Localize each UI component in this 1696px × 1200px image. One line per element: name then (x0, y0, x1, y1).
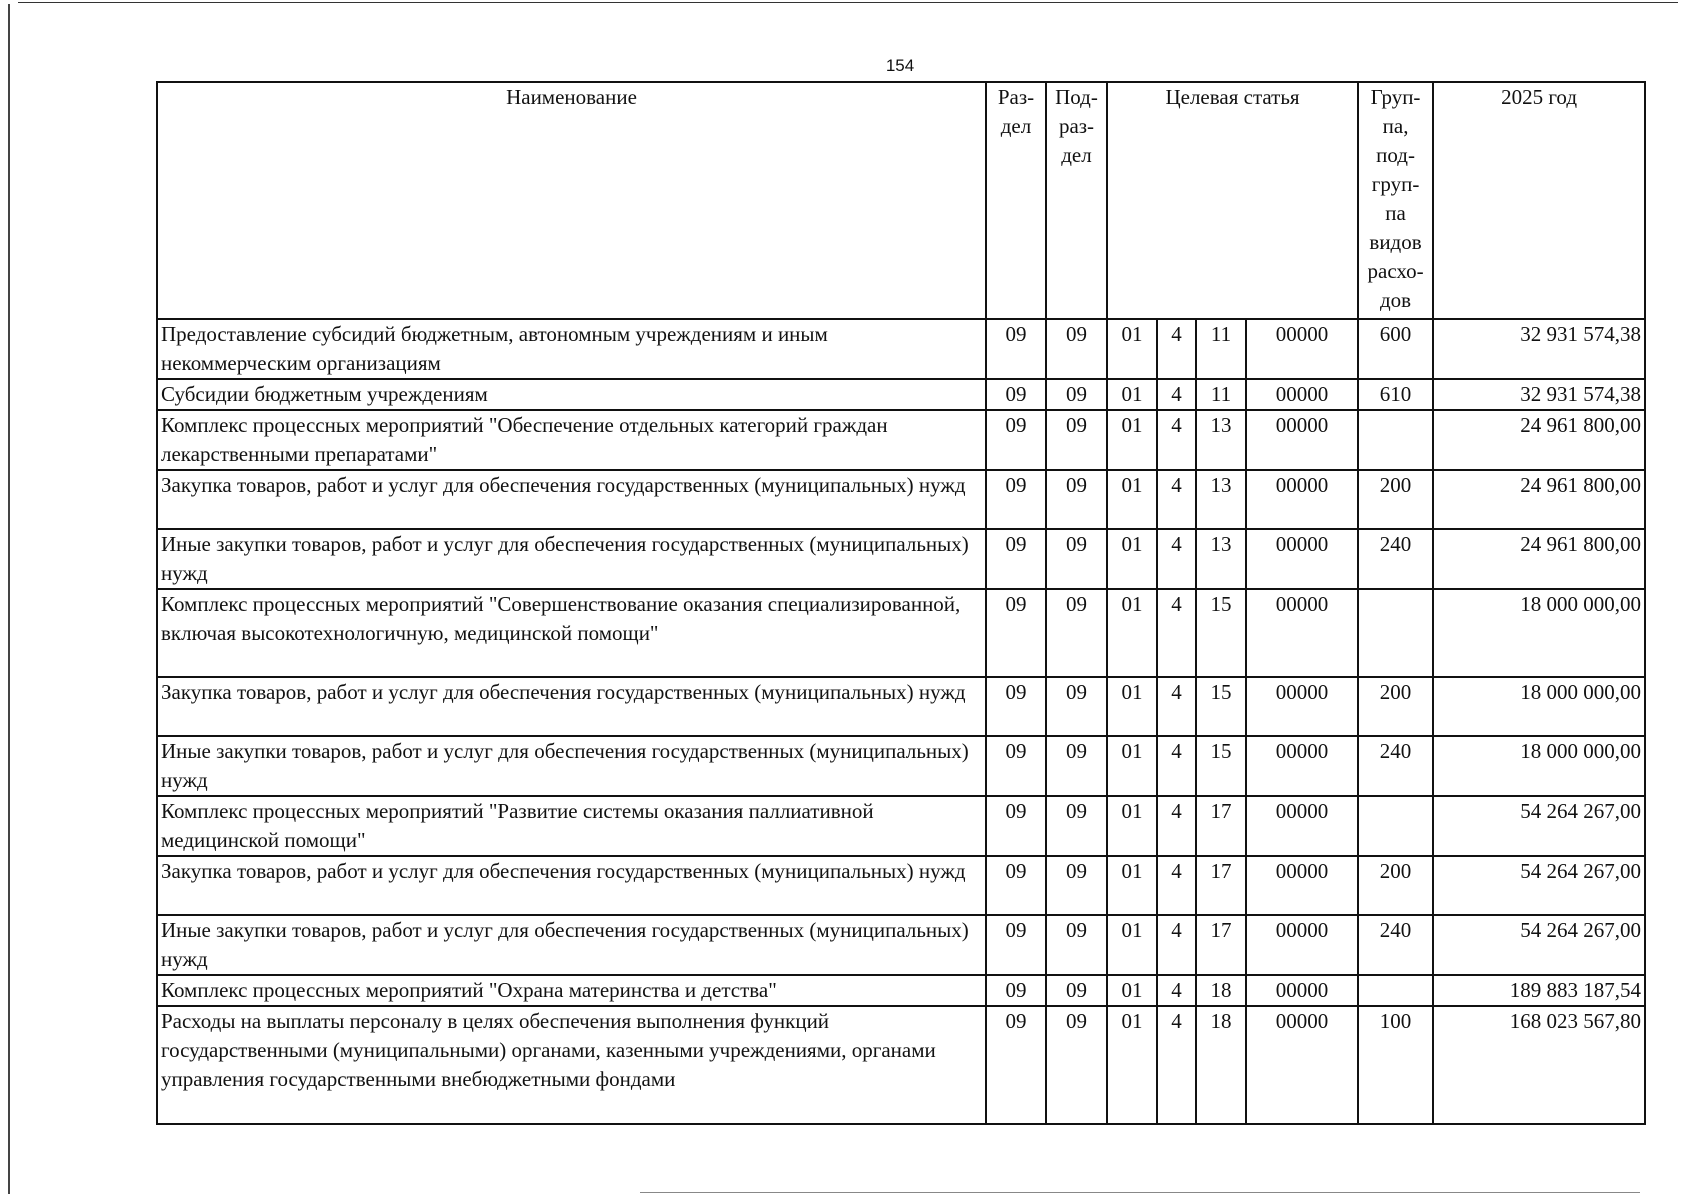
header-row (157, 82, 1645, 319)
row-podrazdel: 09 (1046, 1006, 1107, 1124)
table-row (157, 529, 1645, 589)
row-expense-group: 200 (1358, 677, 1433, 736)
row-target-type: 4 (1157, 736, 1196, 796)
row-name: Иные закупки товаров, работ и услуг для обеспечения государственных (муниципальных) нужд (157, 915, 986, 975)
table-row (157, 589, 1645, 677)
row-razdel: 09 (986, 529, 1046, 589)
row-razdel: 09 (986, 856, 1046, 915)
row-target-type: 4 (1157, 379, 1196, 410)
row-razdel: 09 (986, 915, 1046, 975)
table-row (157, 379, 1645, 410)
row-target-direction: 00000 (1246, 470, 1358, 529)
row-target-program: 01 (1107, 319, 1157, 379)
row-name: Закупка товаров, работ и услуг для обеспечения государственных (муниципальных) нужд (157, 856, 986, 915)
row-target-item: 15 (1196, 677, 1246, 736)
row-podrazdel: 09 (1046, 856, 1107, 915)
row-target-item: 15 (1196, 589, 1246, 677)
row-podrazdel: 09 (1046, 529, 1107, 589)
row-target-item: 15 (1196, 736, 1246, 796)
row-target-item: 13 (1196, 529, 1246, 589)
row-expense-group (1358, 589, 1433, 677)
header-razdel: Раз- дел (986, 82, 1046, 319)
row-expense-group (1358, 796, 1433, 856)
row-name: Иные закупки товаров, работ и услуг для обеспечения государственных (муниципальных) нужд (157, 529, 986, 589)
row-amount: 18 000 000,00 (1433, 589, 1645, 677)
row-target-direction: 00000 (1246, 529, 1358, 589)
scan-edge-top (18, 2, 1678, 3)
row-razdel: 09 (986, 589, 1046, 677)
row-podrazdel: 09 (1046, 470, 1107, 529)
row-amount: 54 264 267,00 (1433, 856, 1645, 915)
row-amount: 168 023 567,80 (1433, 1006, 1645, 1124)
row-target-type: 4 (1157, 677, 1196, 736)
row-target-type: 4 (1157, 796, 1196, 856)
row-podrazdel: 09 (1046, 736, 1107, 796)
page-number: 154 (885, 56, 915, 75)
row-target-type: 4 (1157, 589, 1196, 677)
table-row (157, 410, 1645, 470)
table-row (157, 856, 1645, 915)
row-name: Комплекс процессных мероприятий "Развитие системы оказания паллиативной медицинской помощи" (157, 796, 986, 856)
row-target-type: 4 (1157, 410, 1196, 470)
row-target-direction: 00000 (1246, 856, 1358, 915)
row-amount: 32 931 574,38 (1433, 319, 1645, 379)
row-name: Иные закупки товаров, работ и услуг для обеспечения государственных (муниципальных) нужд (157, 736, 986, 796)
table-row (157, 736, 1645, 796)
header-year: 2025 год (1433, 82, 1645, 319)
row-target-program: 01 (1107, 677, 1157, 736)
row-expense-group: 200 (1358, 856, 1433, 915)
row-target-program: 01 (1107, 589, 1157, 677)
header-expense-group: Груп- па, под- груп- па видов расхо- дов (1358, 82, 1433, 319)
row-target-program: 01 (1107, 410, 1157, 470)
row-razdel: 09 (986, 975, 1046, 1006)
table-row (157, 1006, 1645, 1124)
row-expense-group: 200 (1358, 470, 1433, 529)
row-target-item: 17 (1196, 796, 1246, 856)
header-podrazdel: Под- раз- дел (1046, 82, 1107, 319)
row-target-program: 01 (1107, 796, 1157, 856)
row-podrazdel: 09 (1046, 410, 1107, 470)
row-target-program: 01 (1107, 736, 1157, 796)
row-amount: 24 961 800,00 (1433, 470, 1645, 529)
row-target-direction: 00000 (1246, 1006, 1358, 1124)
row-target-type: 4 (1157, 319, 1196, 379)
row-podrazdel: 09 (1046, 319, 1107, 379)
row-expense-group: 240 (1358, 529, 1433, 589)
row-razdel: 09 (986, 1006, 1046, 1124)
row-target-item: 17 (1196, 915, 1246, 975)
row-name: Комплекс процессных мероприятий "Обеспечение отдельных категорий граждан лекарственными препаратами" (157, 410, 986, 470)
row-podrazdel: 09 (1046, 379, 1107, 410)
row-target-direction: 00000 (1246, 915, 1358, 975)
row-amount: 54 264 267,00 (1433, 915, 1645, 975)
row-name: Комплекс процессных мероприятий "Совершенствование оказания специализированной, включая высокотехнологичную, медицинской помощи" (157, 589, 986, 677)
row-target-program: 01 (1107, 975, 1157, 1006)
row-amount: 24 961 800,00 (1433, 529, 1645, 589)
table-row (157, 319, 1645, 379)
row-target-program: 01 (1107, 1006, 1157, 1124)
row-name: Предоставление субсидий бюджетным, автономным учреждениям и иным некоммерческим организациям (157, 319, 986, 379)
row-target-item: 17 (1196, 856, 1246, 915)
row-target-direction: 00000 (1246, 589, 1358, 677)
row-target-program: 01 (1107, 856, 1157, 915)
scan-edge-left (8, 4, 10, 1194)
row-target-item: 11 (1196, 379, 1246, 410)
row-razdel: 09 (986, 410, 1046, 470)
row-target-item: 13 (1196, 410, 1246, 470)
row-podrazdel: 09 (1046, 589, 1107, 677)
row-target-program: 01 (1107, 470, 1157, 529)
row-amount: 24 961 800,00 (1433, 410, 1645, 470)
row-target-item: 11 (1196, 319, 1246, 379)
row-name: Закупка товаров, работ и услуг для обеспечения государственных (муниципальных) нужд (157, 677, 986, 736)
row-name: Комплекс процессных мероприятий "Охрана материнства и детства" (157, 975, 986, 1006)
row-target-item: 18 (1196, 1006, 1246, 1124)
row-razdel: 09 (986, 796, 1046, 856)
header-name: Наименование (157, 82, 986, 319)
scan-edge-bottom (640, 1192, 1640, 1193)
row-target-direction: 00000 (1246, 736, 1358, 796)
row-target-type: 4 (1157, 470, 1196, 529)
row-podrazdel: 09 (1046, 677, 1107, 736)
row-expense-group (1358, 410, 1433, 470)
row-expense-group: 100 (1358, 1006, 1433, 1124)
row-expense-group: 240 (1358, 915, 1433, 975)
row-target-direction: 00000 (1246, 319, 1358, 379)
row-target-direction: 00000 (1246, 410, 1358, 470)
row-target-item: 13 (1196, 470, 1246, 529)
table-row (157, 915, 1645, 975)
row-target-direction: 00000 (1246, 677, 1358, 736)
row-razdel: 09 (986, 470, 1046, 529)
row-name: Субсидии бюджетным учреждениям (157, 379, 986, 410)
row-amount: 189 883 187,54 (1433, 975, 1645, 1006)
row-target-direction: 00000 (1246, 379, 1358, 410)
row-target-type: 4 (1157, 529, 1196, 589)
row-target-type: 4 (1157, 856, 1196, 915)
row-razdel: 09 (986, 319, 1046, 379)
row-podrazdel: 09 (1046, 975, 1107, 1006)
table-row (157, 470, 1645, 529)
table-row (157, 677, 1645, 736)
row-target-direction: 00000 (1246, 975, 1358, 1006)
table-row (157, 796, 1645, 856)
row-target-direction: 00000 (1246, 796, 1358, 856)
header-target-article: Целевая статья (1107, 82, 1358, 319)
row-target-program: 01 (1107, 915, 1157, 975)
row-target-type: 4 (1157, 975, 1196, 1006)
row-razdel: 09 (986, 677, 1046, 736)
row-razdel: 09 (986, 736, 1046, 796)
row-target-item: 18 (1196, 975, 1246, 1006)
row-podrazdel: 09 (1046, 915, 1107, 975)
row-target-program: 01 (1107, 529, 1157, 589)
row-razdel: 09 (986, 379, 1046, 410)
row-expense-group: 240 (1358, 736, 1433, 796)
row-expense-group: 610 (1358, 379, 1433, 410)
row-expense-group: 600 (1358, 319, 1433, 379)
budget-table (156, 81, 1646, 1125)
row-podrazdel: 09 (1046, 796, 1107, 856)
row-name: Закупка товаров, работ и услуг для обеспечения государственных (муниципальных) нужд (157, 470, 986, 529)
row-amount: 18 000 000,00 (1433, 677, 1645, 736)
row-expense-group (1358, 975, 1433, 1006)
row-amount: 54 264 267,00 (1433, 796, 1645, 856)
row-target-program: 01 (1107, 379, 1157, 410)
row-amount: 32 931 574,38 (1433, 379, 1645, 410)
row-target-type: 4 (1157, 1006, 1196, 1124)
row-name: Расходы на выплаты персоналу в целях обеспечения выполнения функций государственными (муниципальными) органами, казенными учреждениями, органами управления государственными внебюджетными фондами (157, 1006, 986, 1124)
table-row (157, 975, 1645, 1006)
row-amount: 18 000 000,00 (1433, 736, 1645, 796)
row-target-type: 4 (1157, 915, 1196, 975)
